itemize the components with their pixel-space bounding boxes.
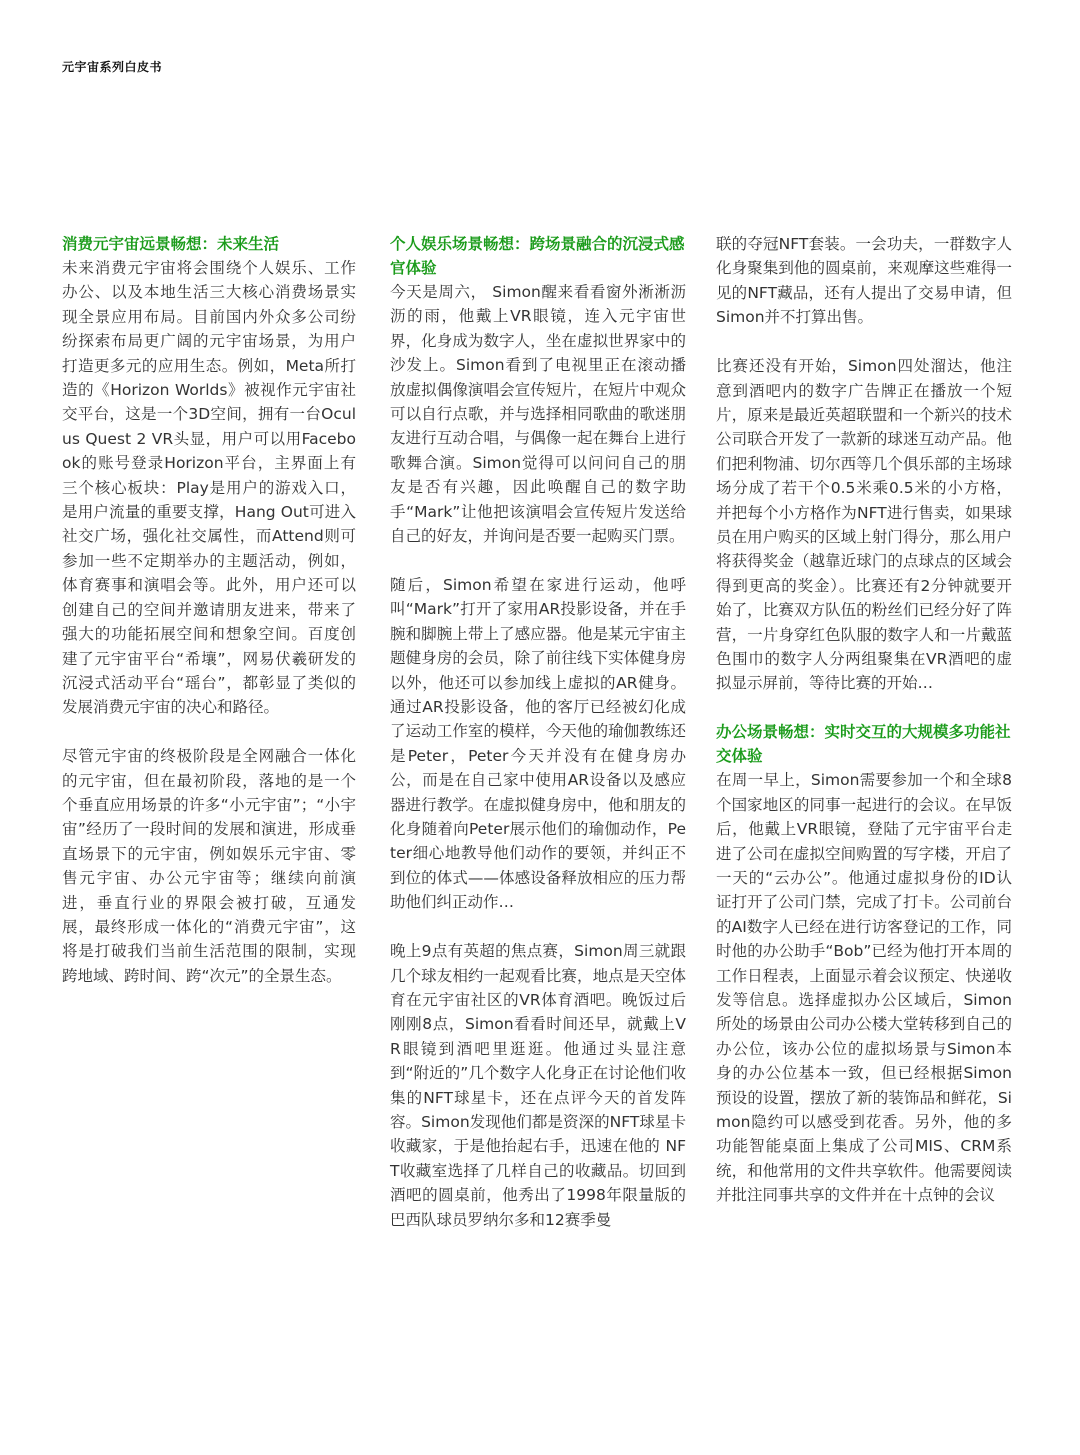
body-paragraph: 今天是周六， Simon醒来看看窗外淅淅沥沥的雨，他戴上VR眼镜，连入元宇宙世界，化身成为数字人，坐在虚拟世界家中的沙发上。Simon看到了电视里正在滚动播放虚拟偶像演唱会宣传短片，在短片中观众可以自行点歌，并与选择相同歌曲的歌迷朋友进行互动合唱，与偶像一起在舞台上进行歌舞合演。Simon觉得可以问问自己的朋友是否有兴趣，因此唤醒自己的数字助手“Mark”让他把该演唱会宣传短片发送给自己的好友，并询问是否要一起购买门票。	[390, 283, 686, 546]
section-heading-office-scenario: 办公场景畅想：实时交互的大规模多功能社交体验	[716, 723, 1011, 766]
body-paragraph: 比赛还没有开始，Simon四处溜达，他注意到酒吧内的数字广告牌正在播放一个短片，原来是最近英超联盟和一个新兴的技术公司联合开发了一款新的球迷互动产品。他们把利物浦、切尔西等几个俱乐部的主场球场分成了若干个0.5米乘0.5米的小方格，并把每个小方格作为NFT进行售卖，如果球员在用户购买的区域上射门得分，那么用户将获得奖金（越靠近球门的点球点的区域会得到更高的奖金）。比赛还有2分钟就要开始了，比赛双方队伍的粉丝们已经分好了阵营，一片身穿红色队服的数字人和一片戴蓝色围巾的数字人分两组聚集在VR酒吧的虚拟显示屏前，等待比赛的开始…	[716, 357, 1012, 693]
body-paragraph: 联的夺冠NFT套装。一会功夫，一群数字人化身聚集到他的圆桌前，来观摩这些难得一见的NFT藏品，还有人提出了交易申请，但Simon并不打算出售。	[716, 235, 1012, 327]
section-heading-consumer-metaverse: 消费元宇宙远景畅想：未来生活	[62, 235, 280, 253]
column-3	[716, 232, 1012, 1232]
document-header-title: 元宇宙系列白皮书	[62, 60, 163, 74]
column-1	[62, 232, 356, 1013]
body-paragraph: 尽管元宇宙的终极阶段是全网融合一体化的元宇宙，但在最初阶段，落地的是一个个垂直应用场景的许多“小元宇宙”；“小宇宙”经历了一段时间的发展和演进，形成垂直场景下的元宇宙，例如娱乐元宇宙、零售元宇宙、办公元宇宙等；继续向前演进，垂直行业的界限会被打破，互通发展，最终形成一体化的“消费元宇宙”，这将是打破我们当前生活范围的限制，实现跨地域、跨时间、跨“次元”的全景生态。	[62, 747, 356, 985]
body-paragraph: 随后，Simon希望在家进行运动，他呼叫“Mark”打开了家用AR投影设备，并在手腕和脚腕上带上了感应器。他是某元宇宙主题健身房的会员，除了前往线下实体健身房以外，他还可以参加线上虚拟的AR健身。通过AR投影设备，他的客厅已经被幻化成了运动工作室的模样，今天他的瑜伽教练还是Peter，Peter今天并没有在健身房办公，而是在自己家中使用AR设备以及感应器进行教学。在虚拟健身房中，他和朋友的化身随着向Peter展示他们的瑜伽动作，Peter细心地教导他们动作的要领，并纠正不到位的体式——体感设备释放相应的压力帮助他们纠正动作…	[390, 575, 686, 912]
body-paragraph: 在周一早上，Simon需要参加一个和全球8个国家地区的同事一起进行的会议。在早饭后，他戴上VR眼镜，登陆了元宇宙平台走进了公司在虚拟空间购置的写字楼，开启了一天的“云办公”。他通过虚拟身份的ID认证打开了公司门禁，完成了打卡。公司前台的AI数字人已经在进行访客登记的工作，同时他的办公助手“Bob”已经为他打开本周的工作日程表，上面显示着会议预定、快递收发等信息。选择虚拟办公区域后，Simon所处的场景由公司办公楼大堂转移到自己的办公位，该办公位的虚拟场景与Simon本身的办公位基本一致，但已经根据Simon预设的设置，摆放了新的装饰品和鲜花，Simon隐约可以感受到花香。另外，他的多功能智能桌面上集成了公司MIS、CRM系统，和他常用的文件共享软件。他需要阅读并批注同事共享的文件并在十点钟的会议	[716, 771, 1012, 1205]
section-heading-personal-entertainment: 个人娱乐场景畅想：跨场景融合的沉浸式感官体验	[390, 235, 685, 277]
body-paragraph: 未来消费元宇宙将会围绕个人娱乐、工作办公、以及本地生活三大核心消费场景实现全景应用布局。目前国内外众多公司纷纷探索布局更广阔的元宇宙场景，为用户打造更多元的应用生态。例如，Meta所打造的《Horizon Worlds》被视作元宇宙社交平台，这是一个3D空间，拥有一台Oculus Quest 2 VR头显，用户可以用Facebook的账号登录Horizon平台，主界面上有三个核心板块：Play是用户的游戏入口，是用户流量的重要支撑，Hang Out可进入社交广场，强化社交属性，而Attend则可参加一些不定期举办的主题活动，例如，体育赛事和演唱会等。此外，用户还可以创建自己的空间并邀请朋友进来，带来了强大的功能拓展空间和想象空间。百度创建了元宇宙平台“希壤”，网易伏羲研发的沉浸式活动平台“瑶台”，都彰显了类似的发展消费元宇宙的决心和路径。	[62, 259, 356, 717]
column-2	[390, 232, 686, 1257]
body-paragraph: 晚上9点有英超的焦点赛，Simon周三就跟几个球友相约一起观看比赛，地点是天空体育在元宇宙社区的VR体育酒吧。晚饭过后刚刚8点，Simon看看时间还早，就戴上VR眼镜到酒吧里逛逛。他通过头显注意到“附近的”几个数字人化身正在讨论他们收集的NFT球星卡，还在点评今天的首发阵容。Simon发现他们都是资深的NFT球星卡收藏家，于是他抬起右手，迅速在他的 NFT收藏室选择了几样自己的收藏品。切回到酒吧的圆桌前，他秀出了1998年限量版的巴西队球员罗纳尔多和12赛季曼	[390, 942, 686, 1229]
